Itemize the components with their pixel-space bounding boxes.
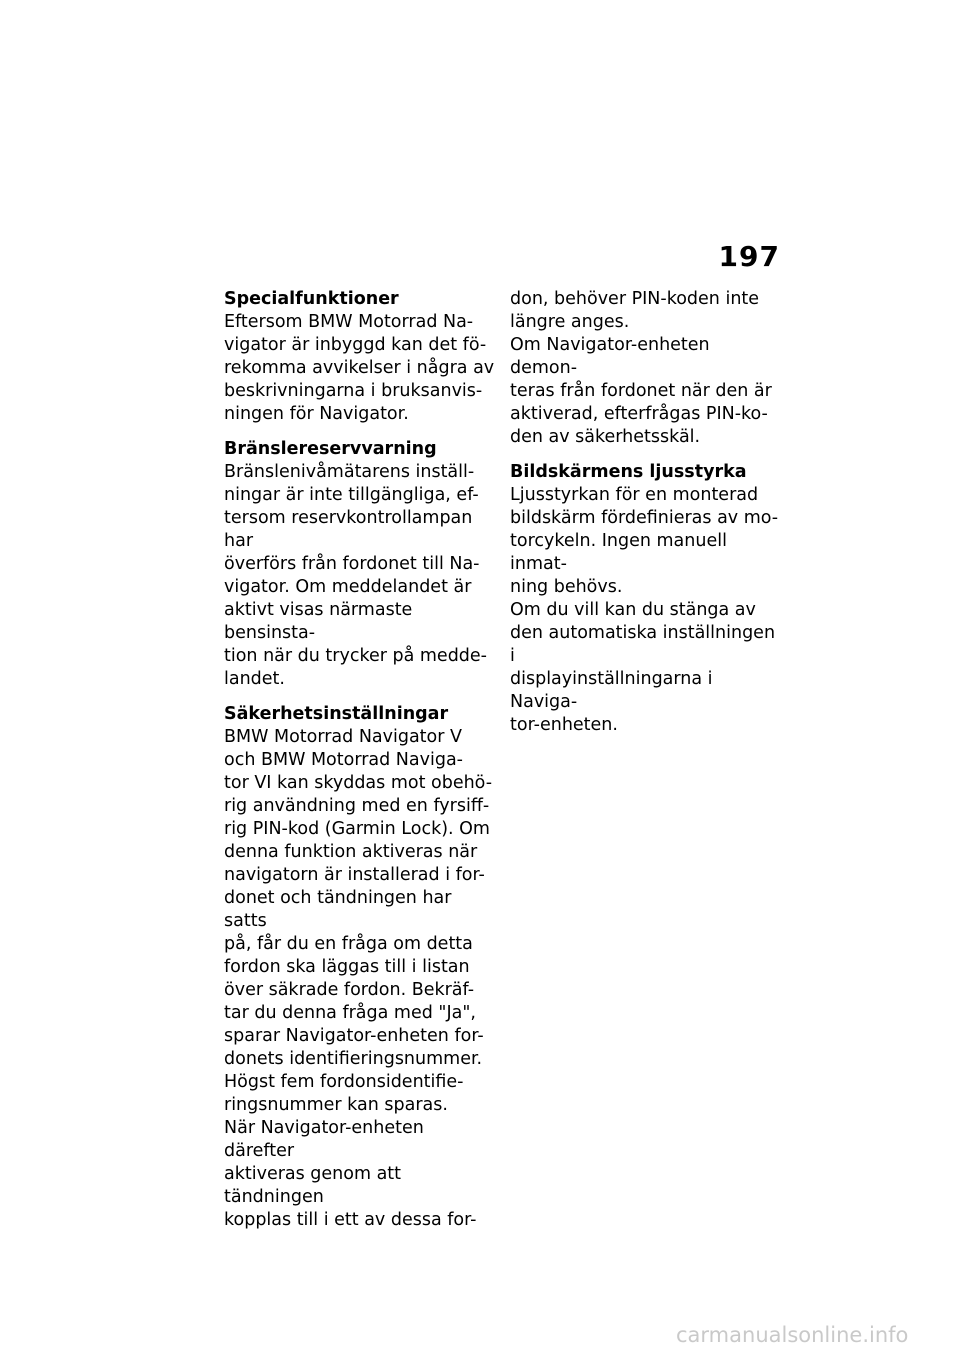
- paragraph: Ljusstyrkan för en monterad bildskärm fördefinieras av mo- torcykeln. Ingen manuell inmat- ning behövs.: [510, 485, 779, 597]
- paragraph: När Navigator-enheten därefter aktiveras genom att tändningen kopplas till i ett av dessa for-: [224, 1118, 477, 1230]
- section-heading: Säkerhetsinställningar: [224, 704, 449, 724]
- paragraph: BMW Motorrad Navigator V och BMW Motorrad Naviga- tor VI kan skyddas mot obehö- rig användning med en fyrsiff- rig PIN-kod (Garmin Lock). Om denna funktion aktiveras när navigatorn är installerad i for- donet och tändningen har satts på, får du en fråga om detta fordon ska läggas till i listan över säkrade fordon. Bekräf- tar du denna fråga med "Ja", sparar Navigator-enheten for- donets identifieringsnummer.: [224, 727, 493, 1069]
- section-sakerhet: [224, 703, 496, 1232]
- paragraph: don, behöver PIN-koden inte längre anges.: [510, 289, 760, 332]
- left-column: [224, 288, 496, 1244]
- paragraph: Om Navigator-enheten demon- teras från fordonet när den är aktiverad, efterfrågas PIN-ko- den av säkerhetsskäl.: [510, 335, 772, 447]
- page-number: 197: [718, 240, 780, 273]
- paragraph: Eftersom BMW Motorrad Na- vigator är inbyggd kan det fö- rekomma avvikelser i några av beskrivningarna i bruksanvis- ningen för Navigator.: [224, 312, 495, 424]
- section-continued: [510, 288, 782, 449]
- paragraph: Bränslenivåmätarens inställ- ningar är inte tillgängliga, ef- tersom reservkontrollampan har överförs från fordonet till Na- vigator. Om meddelandet är aktivt visas närmaste bensinsta- tion när du trycker på medde- landet.: [224, 462, 487, 689]
- section-heading: Bildskärmens ljusstyrka: [510, 462, 747, 482]
- right-column: [510, 288, 782, 749]
- paragraph: Högst fem fordonsidentifie- ringsnummer kan sparas.: [224, 1072, 464, 1115]
- paragraph: Om du vill kan du stänga av den automatiska inställningen i displayinställningarna i Naviga- tor-enheten.: [510, 600, 776, 735]
- watermark: carmanualsonline.info: [676, 1323, 909, 1347]
- section-heading: Specialfunktioner: [224, 289, 399, 309]
- section-specialfunktioner: [224, 288, 496, 426]
- section-ljusstyrka: [510, 461, 782, 737]
- section-heading: Bränslereservvarning: [224, 439, 437, 459]
- section-bransle: [224, 438, 496, 691]
